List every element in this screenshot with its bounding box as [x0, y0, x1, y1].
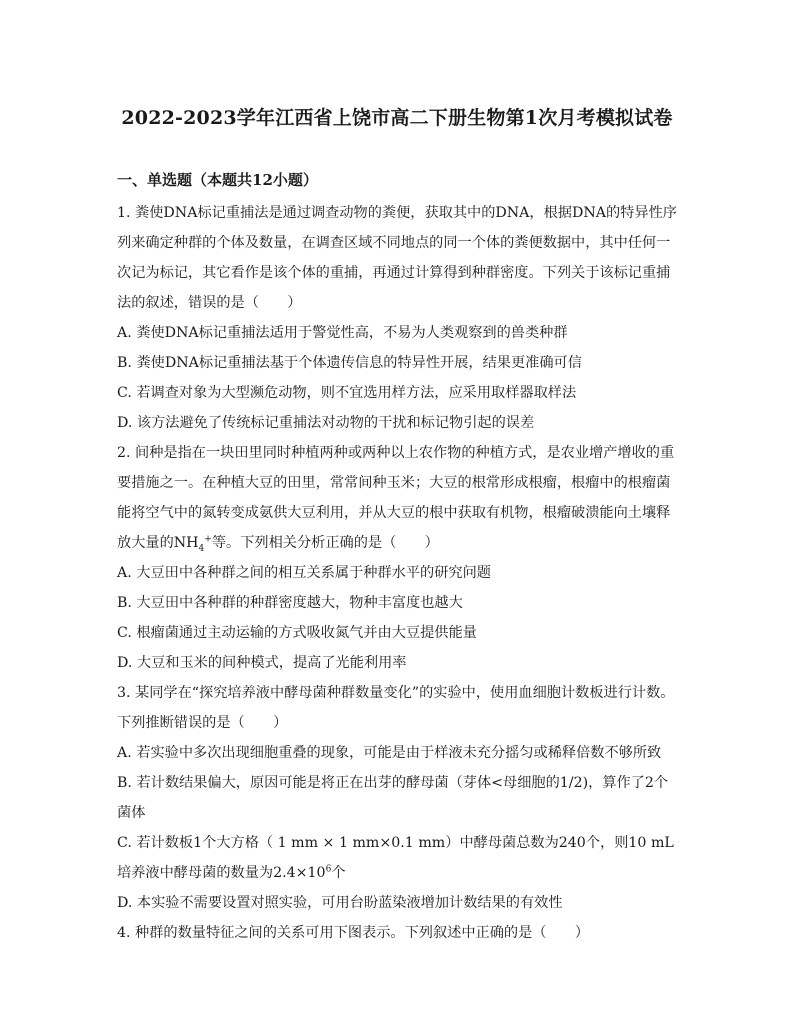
question-3-option-c-end: 个 [331, 865, 346, 881]
question-2-superscript: + [204, 534, 212, 545]
question-3-option-b: B. 若计数结果偏大，原因可能是将正在出芽的酵母菌（芽体<母细胞的1/2)，算作了2个菌体 [117, 775, 669, 821]
question-3-option-d: D. 本实验不需要设置对照实验，可用台盼蓝染液增加计数结果的有效性 [117, 895, 563, 911]
document-title: 2022-2023学年江西省上饶市高二下册生物第1次月考模拟试卷 [121, 107, 673, 129]
question-2-option-a: A. 大豆田中各种群之间的相互关系属于种群水平的研究问题 [117, 565, 491, 581]
question-2-option-c: C. 根瘤菌通过主动运输的方式吸收氮气并由大豆提供能量 [117, 625, 477, 641]
question-1-option-c: C. 若调查对象为大型濒危动物，则不宜选用样方法，应采用取样器取样法 [117, 385, 577, 401]
question-2-stem-end: 等。下列相关分析正确的是（ ） [211, 535, 439, 551]
question-3-option-c [117, 828, 679, 888]
section-heading: 一、单选题（本题共12小题） [117, 171, 318, 189]
question-1-option-d: D. 该方法避免了传统标记重捕法对动物的干扰和标记物引起的误差 [117, 415, 535, 431]
question-3-option-c-text: C. 若计数板1个大方格（ 1 mm × 1 mm×0.1 mm）中酵母菌总数为240个，则10 mL培养液中酵母菌的数量为2.4×10 [117, 835, 674, 881]
question-2-subscript: 4 [198, 543, 205, 554]
question-3-stem: 3. 某同学在“探究培养液中酵母菌种群数量变化”的实验中，使用血细胞计数板进行计数。下列推断错误的是（ ） [117, 685, 675, 731]
question-3-option-c-superscript: 6 [325, 864, 332, 875]
question-1-stem: 1. 粪使DNA标记重捕法是通过调查动物的粪便，获取其中的DNA，根据DNA的特异性序列来确定种群的个体及数量，在调查区域不同地点的同一个体的粪便数据中，其中任何一次记为标记，其它看作是该个体的重捕，再通过计算得到种群密度。下列关于该标记重捕法的叙述，错误的是（ ） [117, 205, 677, 311]
question-2-stem [117, 438, 679, 558]
question-2-option-b: B. 大豆田中各种群的种群密度越大，物种丰富度也越大 [117, 595, 463, 611]
question-1-option-b: B. 粪使DNA标记重捕法基于个体遗传信息的特异性开展，结果更准确可信 [117, 355, 582, 371]
question-2-option-d: D. 大豆和玉米的间种模式，提高了光能利用率 [117, 655, 407, 671]
question-1-option-a: A. 粪使DNA标记重捕法适用于警觉性高，不易为人类观察到的兽类种群 [117, 325, 568, 341]
question-2-stem-text: 2. 间种是指在一块田里同时种植两种或两种以上农作物的种植方式，是农业增产增收的重要措施之一。在种植大豆的田里，常常间种玉米；大豆的根常形成根瘤，根瘤中的根瘤菌能将空气中的氮转变成氨供大豆利用，并从大豆的根中获取有机物，根瘤破溃能向土壤释放大量的NH [117, 445, 675, 551]
question-3-option-a: A. 若实验中多次出现细胞重叠的现象，可能是由于样液未充分摇匀或稀释倍数不够所致 [117, 745, 662, 761]
question-list [117, 198, 679, 948]
question-4-stem: 4. 种群的数量特征之间的关系可用下图表示。下列叙述中正确的是（ ） [117, 925, 590, 941]
